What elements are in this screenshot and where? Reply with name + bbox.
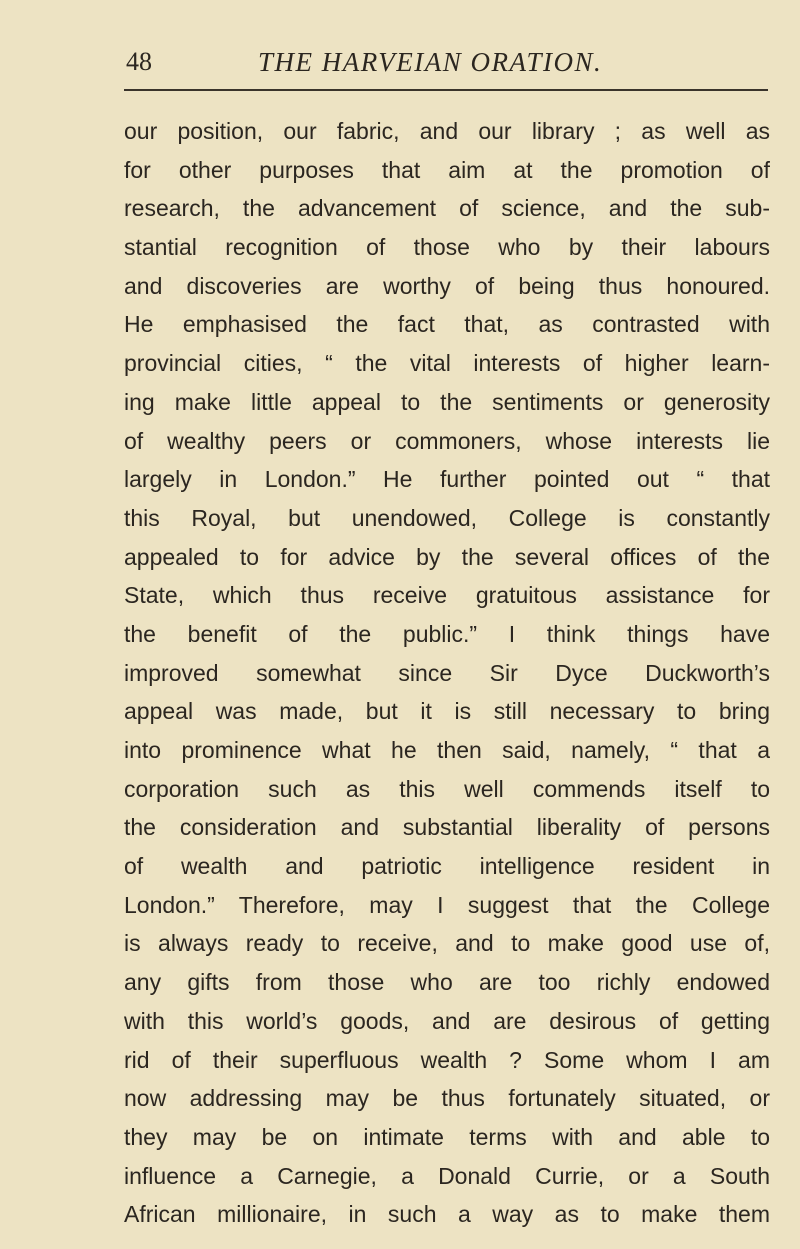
text-line: He emphasised the fact that, as contrasted with bbox=[124, 311, 770, 338]
text-line: African millionaire, in such a way as to make them bbox=[124, 1201, 770, 1228]
text-line: London.” Therefore, may I suggest that the College bbox=[124, 891, 770, 918]
text-line: with this world’s goods, and are desirous of getting bbox=[124, 1007, 770, 1034]
text-line: of wealthy peers or commoners, whose interests lie bbox=[124, 427, 770, 454]
text-line: corporation such as this well commends itself to bbox=[124, 775, 770, 802]
text-line: for other purposes that aim at the promotion of bbox=[124, 156, 770, 183]
text-line: provincial cities, “ the vital interests of higher learn- bbox=[124, 350, 770, 377]
header-rule bbox=[124, 89, 768, 91]
text-line: appealed to for advice by the several offices of the bbox=[124, 543, 770, 570]
text-line: the benefit of the public.” I think things have bbox=[124, 620, 770, 647]
text-line: is always ready to receive, and to make good use of, bbox=[124, 930, 770, 957]
text-line: rid of their superfluous wealth ? Some whom I am bbox=[124, 1046, 770, 1073]
text-line: they may be on intimate terms with and able to bbox=[124, 1123, 770, 1150]
text-line: this Royal, but unendowed, College is constantly bbox=[124, 504, 770, 531]
text-line: the consideration and substantial liberality of persons bbox=[124, 814, 770, 841]
text-line: any gifts from those who are too richly endowed bbox=[124, 969, 770, 996]
text-line: our position, our fabric, and our library ; as well as bbox=[124, 118, 770, 144]
page-number: 48 bbox=[126, 47, 152, 76]
body-text bbox=[124, 112, 770, 1234]
text-line: largely in London.” He further pointed out “ that bbox=[124, 466, 770, 493]
text-line: research, the advancement of science, and the sub- bbox=[124, 195, 770, 222]
running-head: THE HARVEIAN ORATION. bbox=[258, 47, 603, 77]
text-line: improved somewhat since Sir Dyce Duckworth’s bbox=[124, 659, 770, 686]
text-line: now addressing may be thus fortunately situated, or bbox=[124, 1085, 770, 1112]
text-line: ing make little appeal to the sentiments or generosity bbox=[124, 388, 770, 415]
text-line: influence a Carnegie, a Donald Currie, or a South bbox=[124, 1162, 770, 1189]
page-header bbox=[0, 42, 800, 92]
text-line: into prominence what he then said, namely, “ that a bbox=[124, 737, 770, 763]
text-line: appeal was made, but it is still necessary to bring bbox=[124, 698, 770, 725]
text-line: and discoveries are worthy of being thus honoured. bbox=[124, 272, 770, 299]
text-line: stantial recognition of those who by their labours bbox=[124, 234, 770, 261]
text-line: of wealth and patriotic intelligence resident in bbox=[124, 853, 770, 880]
text-line: State, which thus receive gratuitous assistance for bbox=[124, 582, 770, 609]
